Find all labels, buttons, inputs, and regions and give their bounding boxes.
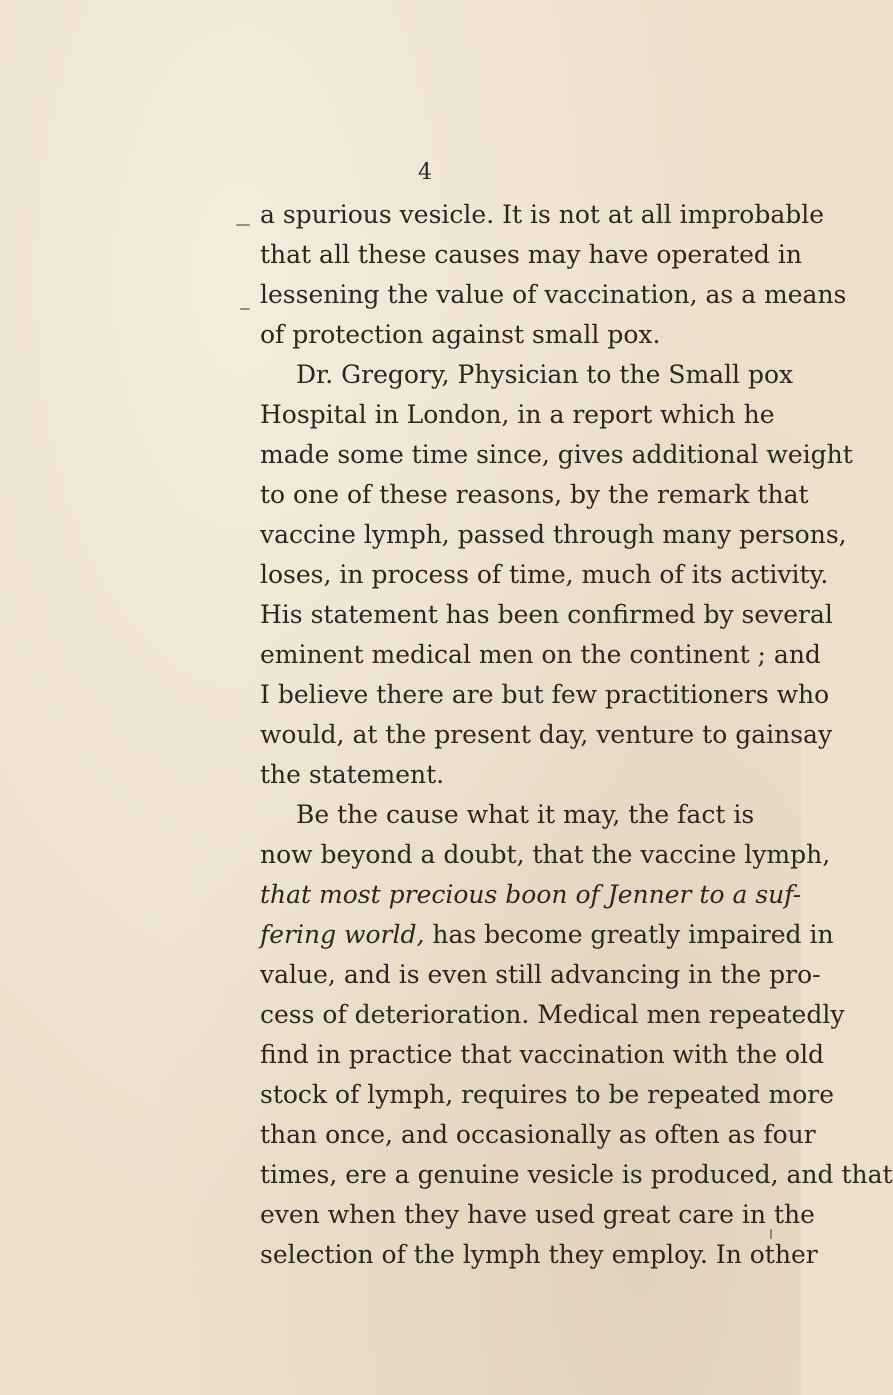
text-line-italic: that most precious boon of Jenner to a suf- — [260, 880, 802, 909]
margin-mark — [236, 224, 250, 226]
text-line: a spurious vesicle. It is not at all improbable — [260, 200, 825, 229]
text-line: cess of deterioration. Medical men repeatedly — [260, 1000, 845, 1029]
text-line: the statement. — [260, 760, 445, 789]
text-line — [260, 915, 834, 955]
text-line: Dr. Gregory, Physician to the Small pox — [296, 360, 794, 389]
text-line: to one of these reasons, by the remark that — [260, 480, 809, 509]
text-run: has become greatly impaired in — [424, 920, 834, 949]
page-number: 4 — [418, 160, 432, 185]
text-line: I believe there are but few practitioners who — [260, 680, 830, 709]
text-line: than once, and occasionally as often as four — [260, 1120, 816, 1149]
text-line: value, and is even still advancing in the pro- — [260, 960, 821, 989]
text-line: would, at the present day, venture to gainsay — [260, 720, 833, 749]
text-line: now beyond a doubt, that the vaccine lymph, — [260, 840, 831, 869]
text-line: His statement has been confirmed by several — [260, 600, 833, 629]
text-line: stock of lymph, requires to be repeated more — [260, 1080, 834, 1109]
text-line: selection of the lymph they employ. In other — [260, 1240, 818, 1269]
text-line: loses, in process of time, much of its activity. — [260, 560, 829, 589]
text-line: of protection against small pox. — [260, 320, 661, 349]
text-line: lessening the value of vaccination, as a means — [260, 280, 847, 309]
text-line: times, ere a genuine vesicle is produced, and that — [260, 1160, 893, 1189]
text-line: Hospital in London, in a report which he — [260, 400, 775, 429]
italic-phrase: fering world, — [260, 920, 425, 949]
text-line: find in practice that vaccination with the old — [260, 1040, 825, 1069]
text-line: that all these causes may have operated in — [260, 240, 802, 269]
text-line: eminent medical men on the continent ; and — [260, 640, 821, 669]
text-line: Be the cause what it may, the fact is — [296, 800, 755, 829]
margin-mark — [240, 308, 250, 310]
text-line: vaccine lymph, passed through many persons, — [260, 520, 847, 549]
text-line: made some time since, gives additional weight — [260, 440, 853, 469]
margin-mark — [770, 1229, 772, 1239]
text-line: even when they have used great care in the — [260, 1200, 815, 1229]
